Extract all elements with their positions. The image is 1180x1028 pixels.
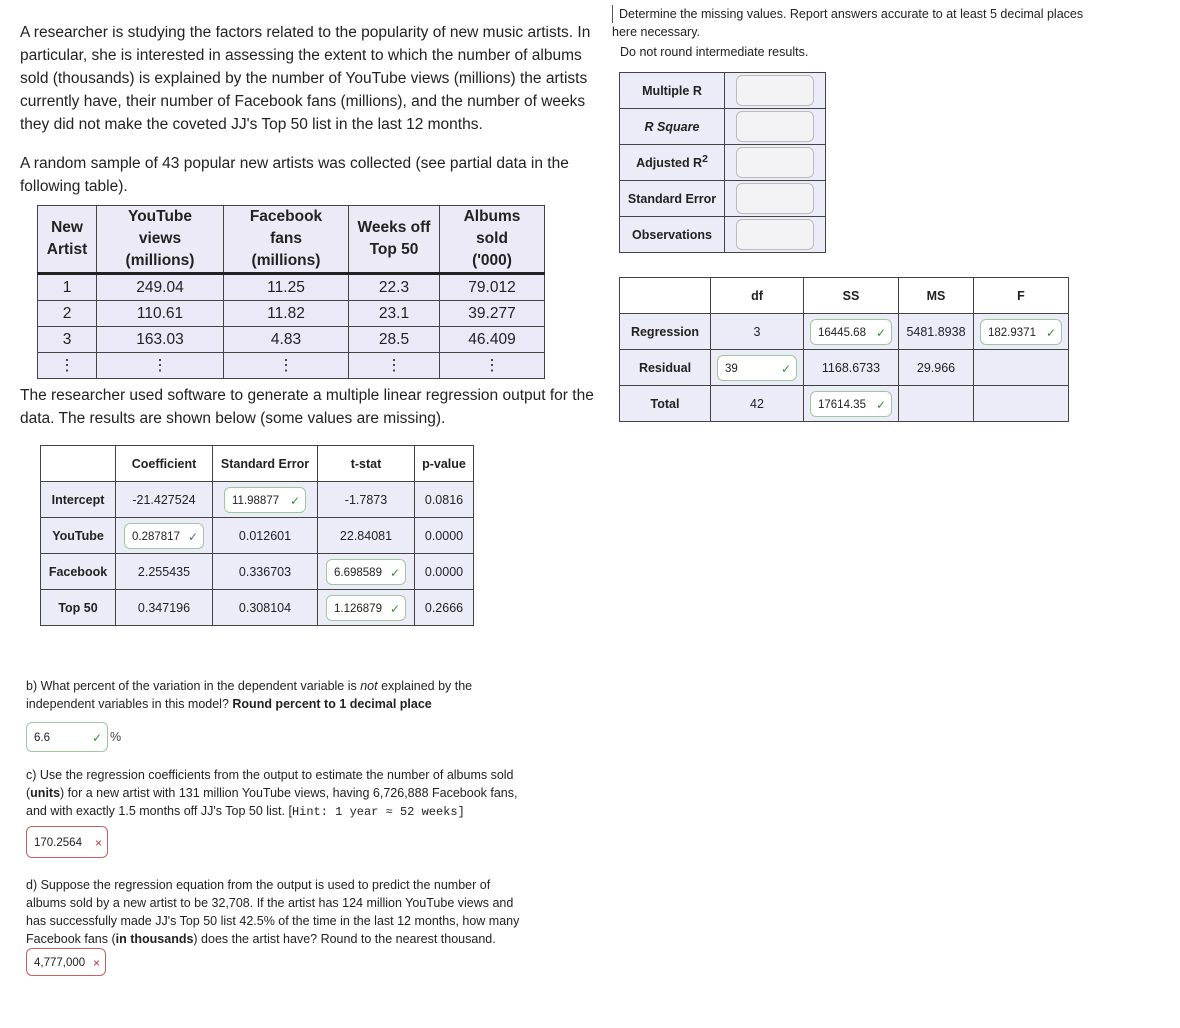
table-cell: 79.012 xyxy=(440,274,545,301)
regression-stats-table xyxy=(619,72,826,253)
row-label: Total xyxy=(620,386,711,422)
table-cell: 39.277 xyxy=(440,301,545,327)
check-icon: ✓ xyxy=(875,325,886,340)
qc-text-1: c) Use the regression coefficients from the output to estimate the number of albums sold ( xyxy=(26,768,514,800)
qb-emphasis: not xyxy=(360,679,378,693)
stats-input-cell xyxy=(725,73,826,109)
p-value: 0.2666 xyxy=(415,590,474,626)
coef-header-t: t-stat xyxy=(318,446,415,482)
observations-input[interactable] xyxy=(736,219,814,250)
df-cell xyxy=(711,350,804,386)
qb-answer-input[interactable] xyxy=(26,722,108,752)
df-value: 42 xyxy=(711,386,804,422)
ms-value: 5481.8938 xyxy=(899,314,974,350)
se-cell xyxy=(213,482,318,518)
input-value: 17614.35 xyxy=(818,398,866,411)
coef-row-intercept xyxy=(41,482,474,518)
table-cell: ⋮ xyxy=(224,353,349,379)
empty-cell xyxy=(899,386,974,422)
header-albums-1: Albums sold xyxy=(463,208,521,247)
coef-value: -21.427524 xyxy=(116,482,213,518)
qc-hint: Hint: 1 year ≈ 52 weeks] xyxy=(291,805,465,819)
observations-label: Observations xyxy=(632,227,712,242)
t-cell xyxy=(318,554,415,590)
input-value: 1.126879 xyxy=(334,602,382,615)
row-label: Intercept xyxy=(41,482,116,518)
table-row xyxy=(38,274,545,301)
row-label: Facebook xyxy=(41,554,116,590)
table-cell: ⋮ xyxy=(97,353,224,379)
anova-header-f: F xyxy=(974,278,1069,314)
cross-icon: × xyxy=(92,956,100,970)
stats-row-r-square xyxy=(620,109,826,145)
qb-answer-row xyxy=(26,722,496,752)
p-value: 0.0000 xyxy=(415,518,474,554)
stats-input-cell xyxy=(725,145,826,181)
row-label: Regression xyxy=(620,314,711,350)
table-row-ellipsis xyxy=(38,353,545,379)
qc-text-2: ) for a new artist with 131 million YouTube views, having 6,726,888 Facebook fans, and with exactly 1.5 months off JJ's Top 50 list. [ xyxy=(26,786,518,818)
data-table xyxy=(37,205,545,379)
ss-value: 1168.6733 xyxy=(804,350,899,386)
cross-icon: × xyxy=(94,836,102,850)
ss-cell xyxy=(804,314,899,350)
header-artist-1: New xyxy=(51,219,83,236)
input-value: 6.698589 xyxy=(334,566,382,579)
stats-label xyxy=(620,109,725,145)
coef-header-coefficient: Coefficient xyxy=(116,446,213,482)
row-label: Residual xyxy=(620,350,711,386)
header-weeks-2: Top 50 xyxy=(369,241,419,258)
instructions-line-3: Do not round intermediate results. xyxy=(620,45,809,59)
qd-text-2: ) does the artist have? Round to the nearest thousand. xyxy=(193,932,496,946)
table-row xyxy=(38,301,545,327)
coef-youtube-input[interactable] xyxy=(124,523,204,549)
stats-input-cell xyxy=(725,217,826,253)
standard-error-input[interactable] xyxy=(736,183,814,214)
header-youtube-1: YouTube views xyxy=(128,208,192,247)
se-value: 0.012601 xyxy=(213,518,318,554)
coef-value: 0.347196 xyxy=(116,590,213,626)
header-artist-2: Artist xyxy=(46,241,88,258)
coef-cell xyxy=(116,518,213,554)
ss-cell xyxy=(804,386,899,422)
table-cell: 4.83 xyxy=(224,327,349,353)
r-square-input[interactable] xyxy=(736,111,814,142)
input-value: 170.2564 xyxy=(34,837,82,849)
table-cell: 11.82 xyxy=(224,301,349,327)
question-d xyxy=(26,876,526,976)
table-cell: 1 xyxy=(38,274,97,301)
coef-header-p: p-value xyxy=(415,446,474,482)
multiple-r-input[interactable] xyxy=(736,75,814,106)
df-residual-input[interactable] xyxy=(717,355,797,381)
anova-row-regression xyxy=(620,314,1069,350)
table-cell: ⋮ xyxy=(38,353,97,379)
header-facebook-1: Facebook fans xyxy=(249,208,323,247)
anova-header-ms: MS xyxy=(899,278,974,314)
header-youtube-2: (millions) xyxy=(125,252,195,269)
r-square-label: R Square xyxy=(644,119,700,134)
table-cell: 3 xyxy=(38,327,97,353)
table-row xyxy=(38,327,545,353)
f-cell xyxy=(974,314,1069,350)
f-input[interactable] xyxy=(980,319,1062,345)
t-value: -1.7873 xyxy=(318,482,415,518)
empty-cell xyxy=(974,350,1069,386)
row-label: Top 50 xyxy=(41,590,116,626)
stats-label xyxy=(620,145,725,181)
table-cell: ⋮ xyxy=(349,353,440,379)
table-cell: 11.25 xyxy=(224,274,349,301)
ss-total-input[interactable] xyxy=(810,391,892,417)
ss-regression-input[interactable] xyxy=(810,319,892,345)
table-cell: 22.3 xyxy=(349,274,440,301)
qb-text-2: explained by the independent variables in this model? xyxy=(26,679,473,711)
stats-label xyxy=(620,73,725,109)
intro-paragraph xyxy=(20,26,612,148)
anova-corner xyxy=(620,278,711,314)
coef-corner xyxy=(41,446,116,482)
table-cell: 46.409 xyxy=(440,327,545,353)
qd-text-1: d) Suppose the regression equation from the output is used to predict the number of albums sold by a new artist to be 32,708. If the artist has 124 million YouTube views and has successfully made JJ's Top 50 list 42.5% of the time in the last 12 months, how many Facebook fans ( xyxy=(26,878,520,946)
stats-row-multiple-r xyxy=(620,73,826,109)
input-value: 16445.68 xyxy=(818,326,866,339)
anova-row-total xyxy=(620,386,1069,422)
qb-rounding-note: Round percent to 1 decimal place xyxy=(232,697,432,711)
stats-label xyxy=(620,217,725,253)
qb-text-1: b) What percent of the variation in the dependent variable is xyxy=(26,679,361,693)
t-top50-input[interactable] xyxy=(326,595,406,621)
question-b xyxy=(26,677,496,752)
anova-header-ss: SS xyxy=(804,278,899,314)
input-value: 11.98877 xyxy=(232,494,280,507)
input-value: 39 xyxy=(725,362,738,375)
coefficient-table xyxy=(40,445,474,626)
header-facebook-2: (millions) xyxy=(251,252,321,269)
table-cell: 2 xyxy=(38,301,97,327)
anova-table xyxy=(619,277,1069,422)
header-albums-2: ('000) xyxy=(472,252,512,269)
qb-unit: % xyxy=(110,730,122,744)
intro-text: A researcher is studying the factors related to the popularity of new music artists. In particular, she is interested in assessing the extent to which the number of albums sold (thousands) is explained by the number of YouTube views (millions) the artists currently have, their number of Facebook fans (millions), and the number of weeks they did not make the coveted JJ's Top 50 list in the last 12 months. xyxy=(20,26,591,133)
input-value: 182.9371 xyxy=(988,326,1036,339)
data-table-header xyxy=(38,206,545,274)
check-icon: ✓ xyxy=(289,493,300,508)
stats-input-cell xyxy=(725,181,826,217)
question-c xyxy=(26,766,526,858)
t-value: 22.84081 xyxy=(318,518,415,554)
instructions xyxy=(612,5,1172,61)
stats-row-observations xyxy=(620,217,826,253)
table-cell: ⋮ xyxy=(440,353,545,379)
input-value: 0.287817 xyxy=(132,530,180,543)
adjusted-r2-label: Adjusted R xyxy=(636,156,703,171)
t-cell xyxy=(318,590,415,626)
table-cell: 110.61 xyxy=(97,301,224,327)
stats-input-cell xyxy=(725,109,826,145)
qc-bold: units xyxy=(30,786,61,800)
anova-header-df: df xyxy=(711,278,804,314)
ms-value: 29.966 xyxy=(899,350,974,386)
table-cell: 23.1 xyxy=(349,301,440,327)
se-value: 0.308104 xyxy=(213,590,318,626)
empty-cell xyxy=(974,386,1069,422)
table-cell: 163.03 xyxy=(97,327,224,353)
check-icon: ✓ xyxy=(389,601,400,616)
stats-label xyxy=(620,181,725,217)
instructions-line-2: here necessary. xyxy=(612,25,701,39)
instructions-line-1: Determine the missing values. Report answers accurate to at least 5 decimal places xyxy=(612,5,1172,23)
qd-bold: in thousands xyxy=(115,932,194,946)
stats-row-standard-error xyxy=(620,181,826,217)
stats-row-adjusted-r2 xyxy=(620,145,826,181)
coef-value: 2.255435 xyxy=(116,554,213,590)
coef-row-top50 xyxy=(41,590,474,626)
check-icon: ✓ xyxy=(389,565,400,580)
se-value: 0.336703 xyxy=(213,554,318,590)
check-icon: ✓ xyxy=(875,397,886,412)
adjusted-r2-input[interactable] xyxy=(736,147,814,178)
df-value: 3 xyxy=(711,314,804,350)
check-icon: ✓ xyxy=(187,529,198,544)
multiple-r-label: Multiple R xyxy=(642,83,702,98)
check-icon: ✓ xyxy=(1045,325,1056,340)
input-value: 4,777,000 xyxy=(34,957,86,969)
p-value: 0.0000 xyxy=(415,554,474,590)
standard-error-label: Standard Error xyxy=(627,191,717,206)
qd-answer-input[interactable] xyxy=(26,948,106,976)
se-intercept-input[interactable] xyxy=(224,487,306,513)
sample-paragraph: A random sample of 43 popular new artists was collected (see partial data in the following table). xyxy=(20,155,569,195)
qc-answer-row xyxy=(26,826,526,858)
qc-answer-input[interactable] xyxy=(26,826,108,858)
row-label: YouTube xyxy=(41,518,116,554)
anova-header-row xyxy=(620,278,1069,314)
coef-row-youtube xyxy=(41,518,474,554)
researcher-paragraph: The researcher used software to generate a multiple linear regression output for the data. The results are shown below (some values are missing). xyxy=(20,387,594,427)
coef-header-row xyxy=(41,446,474,482)
table-cell: 28.5 xyxy=(349,327,440,353)
header-weeks-1: Weeks off xyxy=(357,219,431,236)
p-value: 0.0816 xyxy=(415,482,474,518)
t-facebook-input[interactable] xyxy=(326,559,406,585)
table-cell: 249.04 xyxy=(97,274,224,301)
check-icon: ✓ xyxy=(91,731,102,745)
anova-row-residual xyxy=(620,350,1069,386)
coef-header-se: Standard Error xyxy=(213,446,318,482)
adjusted-r2-exponent: 2 xyxy=(702,154,708,166)
coef-row-facebook xyxy=(41,554,474,590)
check-icon: ✓ xyxy=(780,361,791,376)
input-value: 6.6 xyxy=(34,732,50,744)
